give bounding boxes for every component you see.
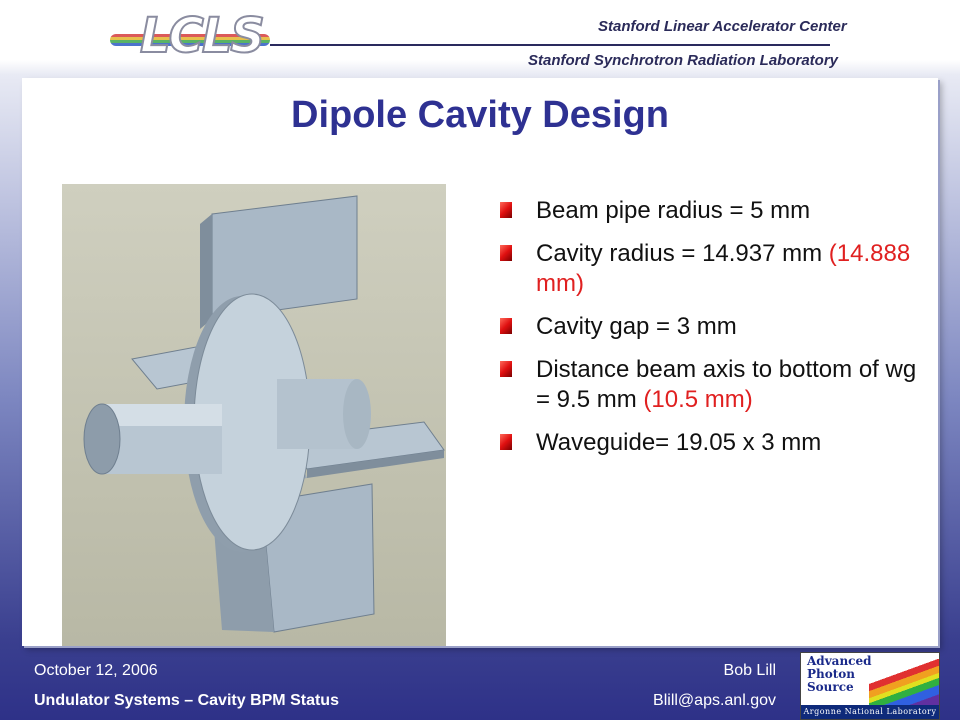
aps-line-3: Source — [807, 680, 854, 694]
bullet-item — [500, 355, 920, 415]
aps-rainbow-graphic — [869, 659, 939, 705]
lcls-logo: LCLS — [140, 8, 263, 64]
bullet-text: Beam pipe radius = 5 mm — [536, 197, 811, 224]
bullet-square-icon — [500, 434, 512, 450]
bullet-highlight: (10.5 mm) — [643, 386, 753, 413]
bullet-item — [500, 239, 920, 299]
org-line-2: Stanford Synchrotron Radiation Laboratory — [528, 52, 839, 69]
bullet-item — [500, 196, 920, 226]
bullet-text: Cavity radius = 14.937 mm — [536, 240, 823, 267]
header-divider — [270, 44, 830, 46]
bullet-square-icon — [500, 202, 512, 218]
aps-logo-text — [807, 655, 872, 694]
slide-panel — [22, 78, 938, 646]
bullet-item — [500, 428, 920, 458]
aps-line-2: Photon — [807, 667, 856, 681]
bullet-square-icon — [500, 245, 512, 261]
aps-line-1: Advanced — [807, 654, 872, 668]
org-line-1: Stanford Linear Accelerator Center — [598, 18, 847, 35]
bullet-text: Cavity gap = 3 mm — [536, 313, 737, 340]
aps-logo — [800, 652, 940, 720]
aps-logo-bar: Argonne National Laboratory — [801, 705, 939, 719]
bullet-text: Waveguide= 19.05 x 3 mm — [536, 429, 822, 456]
bullet-square-icon — [500, 361, 512, 377]
slide-title: Dipole Cavity Design — [291, 94, 669, 136]
footer-email: Blill@aps.anl.gov — [653, 692, 776, 709]
footer-author: Bob Lill — [723, 662, 776, 679]
footer-date: October 12, 2006 — [34, 662, 158, 679]
cavity-3d-render — [62, 184, 446, 646]
bullet-list — [500, 196, 920, 471]
bullet-item — [500, 312, 920, 342]
header — [0, 0, 960, 78]
bullet-highlight: (14.888 mm) — [536, 240, 911, 297]
cavity-model-drawing — [62, 184, 446, 646]
bullet-text: Distance beam axis to bottom of wg = 9.5 mm — [536, 356, 917, 413]
bullet-square-icon — [500, 318, 512, 334]
footer-subtitle: Undulator Systems – Cavity BPM Status — [34, 692, 339, 709]
